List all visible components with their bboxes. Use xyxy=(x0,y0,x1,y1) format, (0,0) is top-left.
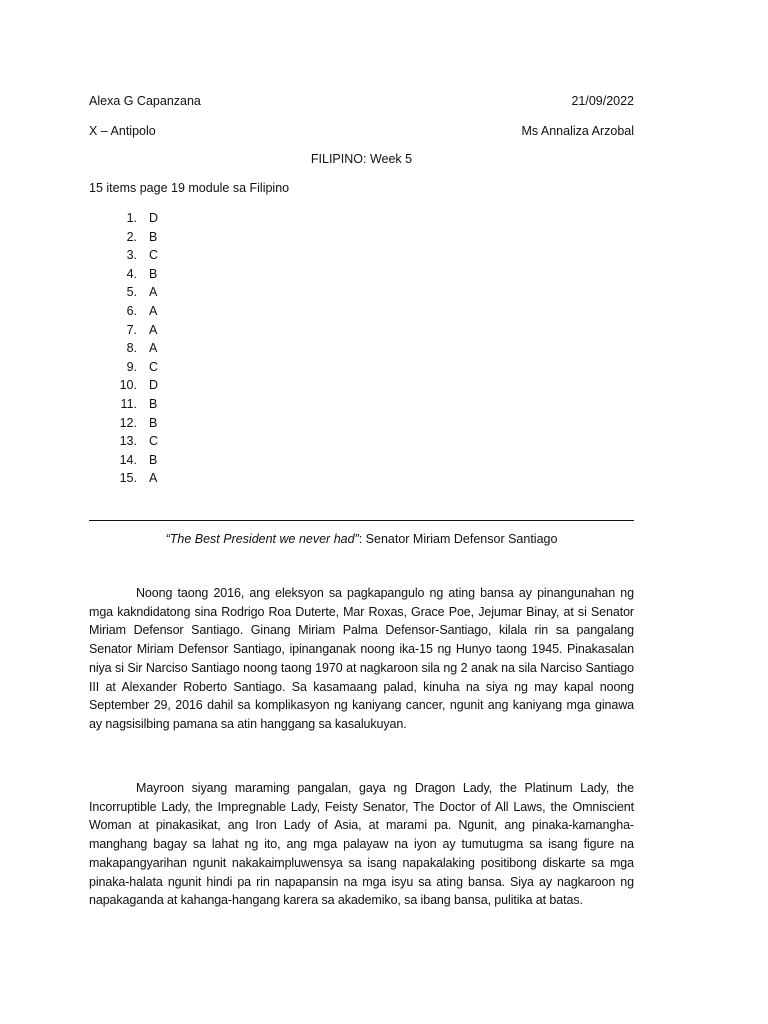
answer-number: 11. xyxy=(120,396,137,411)
answer-number: 14. xyxy=(119,452,137,467)
answer-item xyxy=(111,469,158,488)
answer-number: 3. xyxy=(126,248,137,263)
teacher-name: Ms Annaliza Arzobal xyxy=(521,124,634,138)
answer-item xyxy=(111,358,158,377)
answer-number: 6. xyxy=(126,303,137,318)
answer-item xyxy=(111,283,158,302)
header-row-1 xyxy=(89,94,634,108)
essay-paragraph-1: Noong taong 2016, ang eleksyon sa pagkapangulo ng ating bansa ay pinangunahan ng mga kakndidatong sina Rodrigo Roa Duterte, Mar Roxas, Grace Poe, Jejumar Binay, at si Senator Miriam Defensor Santiago. Ginang Miriam Palma Defensor-Santiago, kilala rin sa pangalang Senator Miriam Defensor Santiago, ipinanganak noong ika-15 ng Hunyo taong 1945. Pinakasalan niya si Sir Narciso Santiago noong taong 1970 at nagkaroon sila ng 2 anak na sila Narciso Santiago III at Alexander Roberto Santiago. Sa kasamaang palad, kinuha na siya ng may kapal noong September 29, 2016 dahil sa komplikasyon ng kaniyang cancer, ngunit ang kaniyang mga ginawa ay nagsisilbing pamana sa atin hanggang sa kasalukuyan. xyxy=(89,586,634,731)
answer-letter: B xyxy=(149,396,158,411)
answer-number: 8. xyxy=(126,341,137,356)
answer-number: 9. xyxy=(126,359,137,374)
answer-item xyxy=(111,395,158,414)
answer-letter: C xyxy=(149,359,159,374)
answer-item xyxy=(111,246,158,265)
answer-letter: B xyxy=(149,229,158,244)
date: 21/09/2022 xyxy=(571,94,634,108)
answer-number: 5. xyxy=(126,285,137,300)
essay-title-quote: “The Best President we never had” xyxy=(165,532,359,546)
subject-title xyxy=(89,152,634,166)
subject-label: FILIPINO: xyxy=(310,152,367,166)
week-label: Week 5 xyxy=(366,152,413,166)
student-name: Alexa G Capanzana xyxy=(89,94,201,108)
answer-letter: A xyxy=(149,285,158,300)
answer-letter: A xyxy=(149,322,158,337)
answer-letter: A xyxy=(149,303,158,318)
answer-number: 7. xyxy=(126,322,137,337)
answer-letter: C xyxy=(149,248,159,263)
answer-letter: A xyxy=(149,341,158,356)
answer-letter: C xyxy=(149,434,159,449)
answer-letter: B xyxy=(149,415,158,430)
answer-item xyxy=(111,228,158,247)
answer-number: 10. xyxy=(119,378,137,393)
answer-number: 4. xyxy=(126,266,137,281)
answer-letter: B xyxy=(149,266,158,281)
answer-letter: B xyxy=(149,452,158,467)
essay-title xyxy=(89,532,634,546)
answer-letter: D xyxy=(149,211,159,225)
answer-number: 2. xyxy=(126,229,137,244)
instructions: 15 items page 19 module sa Filipino xyxy=(89,181,290,195)
answer-number: 1. xyxy=(126,211,137,225)
answer-letter: A xyxy=(149,471,158,486)
answer-item xyxy=(111,302,158,321)
answer-list xyxy=(111,209,158,488)
divider xyxy=(89,520,634,521)
answer-number: 15. xyxy=(119,471,137,486)
answer-item xyxy=(111,432,158,451)
answer-item xyxy=(111,451,158,470)
answer-number: 12. xyxy=(119,415,137,430)
answer-item xyxy=(111,414,158,433)
answer-item xyxy=(111,265,158,284)
answer-item xyxy=(111,339,158,358)
document-page xyxy=(89,0,634,1024)
answer-number: 13. xyxy=(119,434,137,449)
answer-item xyxy=(111,376,158,395)
essay-paragraph-2: Mayroon siyang maraming pangalan, gaya ng Dragon Lady, the Platinum Lady, the Incorruptible Lady, the Impregnable Lady, Feisty Senator, The Doctor of All Laws, the Omniscient Woman at pinakasikat, ang Iron Lady of Asia, at marami pa. Ngunit, ang pinaka-kamangha-manghang bagay sa lahat ng ito, ang mga palayaw na iyon ay tumutugma sa isang figure na makapangyarihan ngunit nakakaimpluwensya sa isang napakalaking positibong diskarte sa mga pinaka-halata ngunit hindi pa rin napapansin na mga isyu sa ating bansa. Siya ay nagkaroon ng napakaganda at kahanga-hangang karera sa akademiko, sa ibang bansa, pulitika at batas. xyxy=(89,781,634,908)
header-row-2 xyxy=(89,124,634,138)
essay-title-rest: : Senator Miriam Defensor Santiago xyxy=(358,532,558,546)
answer-letter: D xyxy=(149,378,159,393)
answer-item xyxy=(111,209,158,228)
section: X – Antipolo xyxy=(89,124,156,138)
answer-item xyxy=(111,321,158,340)
